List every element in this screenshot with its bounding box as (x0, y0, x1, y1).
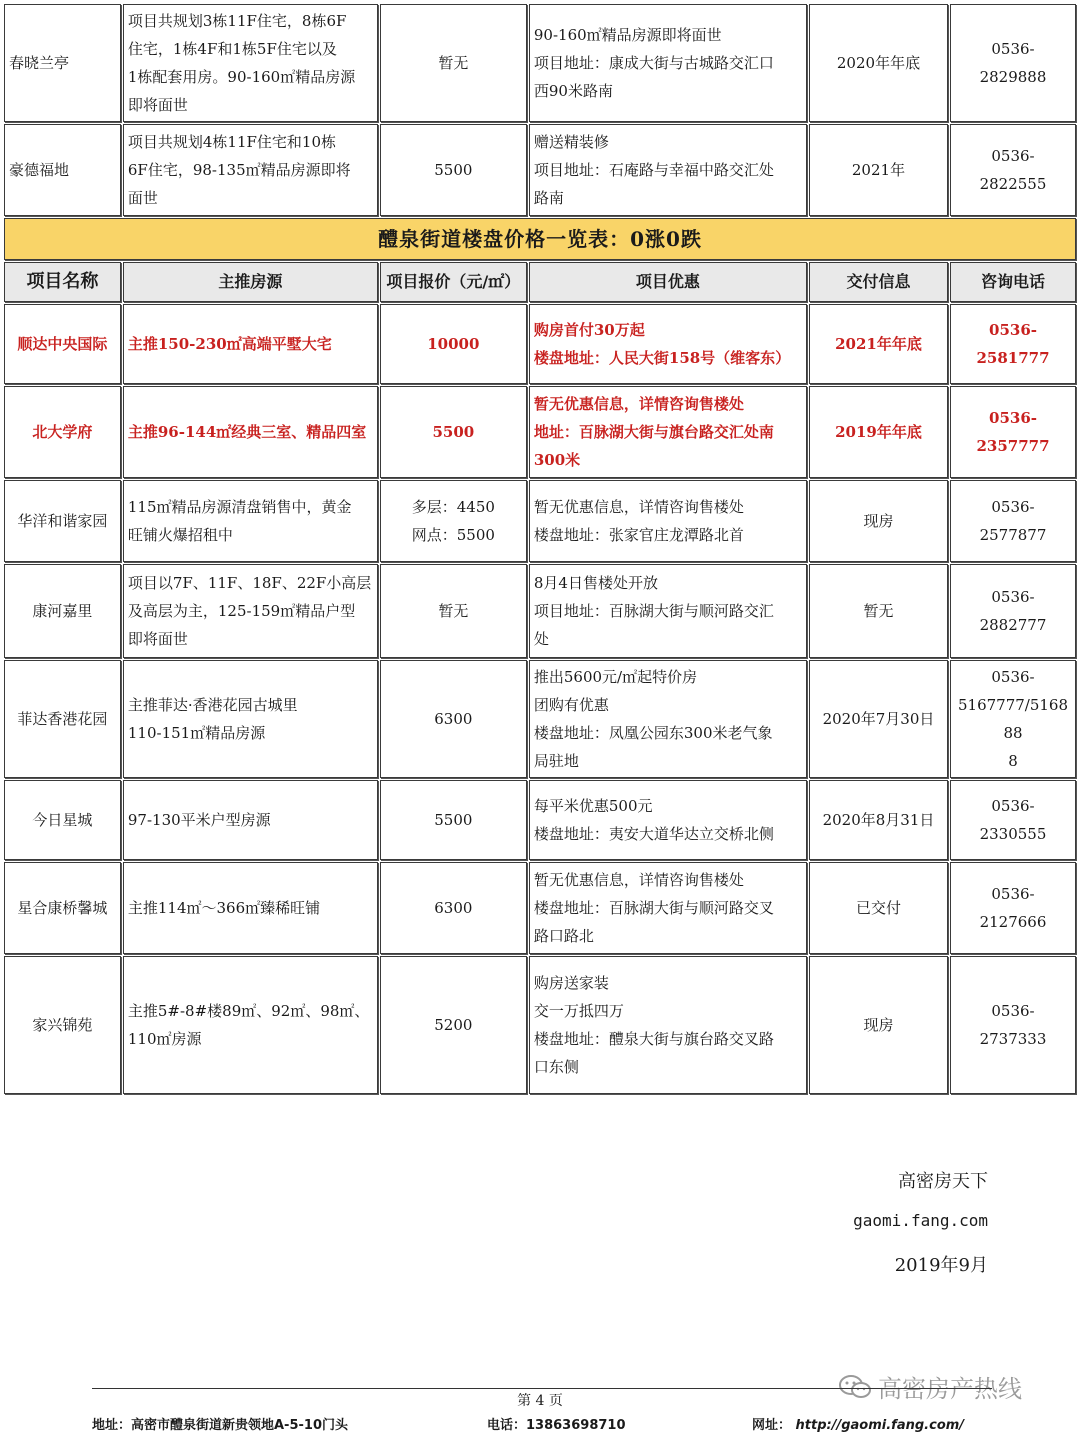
phone: 0536- 2882777 (950, 564, 1076, 658)
header-name: 项目名称 (4, 262, 121, 302)
main-listing: 项目共规划4栋11F住宅和10栋 6F住宅，98-135㎡精品房源即将 面世 (123, 124, 378, 216)
price-table (2, 2, 1078, 1096)
price: 6300 (380, 862, 527, 954)
main-listing: 97-130平米户型房源 (123, 780, 378, 860)
footer-web-label: 网址： (752, 1418, 792, 1433)
project-name: 顺达中央国际 (4, 304, 121, 384)
footer-web (752, 1414, 964, 1433)
listing-row (4, 862, 1076, 954)
project-name: 春晓兰亭 (4, 4, 121, 122)
listing-row (4, 780, 1076, 860)
header-offer: 项目优惠 (529, 262, 807, 302)
footer-web-url[interactable]: http://gaomi.fang.com/ (795, 1418, 965, 1433)
delivery: 现房 (809, 956, 948, 1094)
main-listing: 项目共规划3栋11F住宅，8栋6F 住宅，1栋4F和1栋5F住宅以及 1栋配套用房。90-160㎡精品房源 即将面世 (123, 4, 378, 122)
main-listing: 115㎡精品房源清盘销售中，黄金 旺铺火爆招租中 (123, 480, 378, 562)
header-phone: 咨询电话 (950, 262, 1076, 302)
offer: 赠送精装修 项目地址：石庵路与幸福中路交汇处 路南 (529, 124, 807, 216)
phone: 0536- 2829888 (950, 4, 1076, 122)
price: 暂无 (380, 564, 527, 658)
footer-phone: 电话：13863698710 (487, 1418, 626, 1433)
footer-address: 地址：高密市醴泉街道新贵领地A-5-10门头 (92, 1418, 348, 1433)
main-listing: 主推菲达·香港花园古城里 110-151㎡精品房源 (123, 660, 378, 778)
project-name: 今日星城 (4, 780, 121, 860)
signature-site: gaomi.fang.com (853, 1211, 988, 1230)
phone: 0536- 2127666 (950, 862, 1076, 954)
main-listing: 主推150-230㎡高端平墅大宅 (123, 304, 378, 384)
delivery: 2019年年底 (809, 386, 948, 478)
header-row (4, 262, 1076, 302)
price: 暂无 (380, 4, 527, 122)
header-main: 主推房源 (123, 262, 378, 302)
offer: 暂无优惠信息，详情咨询售楼处 地址：百脉湖大街与旗台路交汇处南 300米 (529, 386, 807, 478)
offer: 8月4日售楼处开放 项目地址：百脉湖大街与顺河路交汇 处 (529, 564, 807, 658)
project-name: 豪德福地 (4, 124, 121, 216)
price: 5200 (380, 956, 527, 1094)
price: 多层：4450 网点：5500 (380, 480, 527, 562)
header-price: 项目报价（元/㎡） (380, 262, 527, 302)
phone: 0536- 2822555 (950, 124, 1076, 216)
listing-row (4, 956, 1076, 1094)
top-row (4, 4, 1076, 122)
price: 5500 (380, 124, 527, 216)
delivery: 2020年8月31日 (809, 780, 948, 860)
listing-row (4, 480, 1076, 562)
price: 5500 (380, 780, 527, 860)
section-title-row (4, 218, 1076, 260)
main-listing: 主推96-144㎡经典三室、精品四室 (123, 386, 378, 478)
offer: 90-160㎡精品房源即将面世 项目地址：康成大街与古城路交汇口 西90米路南 (529, 4, 807, 122)
price: 6300 (380, 660, 527, 778)
listing-row (4, 304, 1076, 384)
signature-date: 2019年9月 (894, 1255, 988, 1276)
price: 5500 (380, 386, 527, 478)
header-delivery: 交付信息 (809, 262, 948, 302)
phone: 0536- 2737333 (950, 956, 1076, 1094)
delivery: 现房 (809, 480, 948, 562)
offer: 购房首付30万起 楼盘地址：人民大街158号（维客东） (529, 304, 807, 384)
project-name: 北大学府 (4, 386, 121, 478)
listing-row (4, 660, 1076, 778)
offer: 暂无优惠信息，详情咨询售楼处 楼盘地址：百脉湖大街与顺河路交叉 路口路北 (529, 862, 807, 954)
price: 10000 (380, 304, 527, 384)
project-name: 星合康桥馨城 (4, 862, 121, 954)
watermark-text: 高密房产热线 (878, 1375, 1022, 1403)
signature-org: 高密房天下 (898, 1171, 988, 1192)
offer: 推出5600元/㎡起特价房 团购有优惠 楼盘地址：凤凰公园东300米老气象 局驻地 (529, 660, 807, 778)
delivery: 暂无 (809, 564, 948, 658)
listing-row (4, 386, 1076, 478)
page-number: 第 4 页 (517, 1393, 563, 1409)
phone: 0536- 2581777 (950, 304, 1076, 384)
delivery: 2020年7月30日 (809, 660, 948, 778)
phone: 0536- 2330555 (950, 780, 1076, 860)
offer: 暂无优惠信息，详情咨询售楼处 楼盘地址：张家官庄龙潭路北首 (529, 480, 807, 562)
section-title: 醴泉街道楼盘价格一览表：0涨0跌 (4, 218, 1076, 260)
project-name: 康河嘉里 (4, 564, 121, 658)
project-name: 菲达香港花园 (4, 660, 121, 778)
main-listing: 主推114㎡～366㎡臻稀旺铺 (123, 862, 378, 954)
offer: 购房送家装 交一万抵四万 楼盘地址：醴泉大街与旗台路交叉路 口东侧 (529, 956, 807, 1094)
top-row (4, 124, 1076, 216)
footer-divider (92, 1388, 992, 1389)
offer: 每平米优惠500元 楼盘地址：夷安大道华达立交桥北侧 (529, 780, 807, 860)
main-listing: 主推5#-8#楼89㎡、92㎡、98㎡、 110㎡房源 (123, 956, 378, 1094)
delivery: 2020年年底 (809, 4, 948, 122)
delivery: 2021年 (809, 124, 948, 216)
phone: 0536- 5167777/516888 8 (950, 660, 1076, 778)
project-name: 家兴锦苑 (4, 956, 121, 1094)
phone: 0536- 2577877 (950, 480, 1076, 562)
main-listing: 项目以7F、11F、18F、22F小高层 及高层为主，125-159㎡精品户型 即将面世 (123, 564, 378, 658)
phone: 0536- 2357777 (950, 386, 1076, 478)
delivery: 已交付 (809, 862, 948, 954)
delivery: 2021年年底 (809, 304, 948, 384)
project-name: 华洋和谐家园 (4, 480, 121, 562)
listing-row (4, 564, 1076, 658)
